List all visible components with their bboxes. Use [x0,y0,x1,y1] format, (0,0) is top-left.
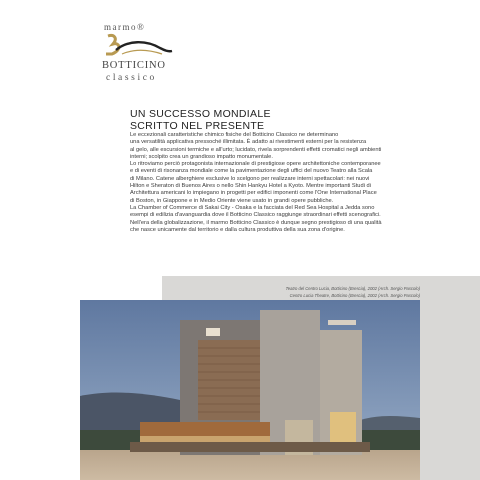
body-line: La Chamber of Commerce di Sakai City - Osaka e la facciata del Red Sea Hospital a Jedda sono [130,204,375,211]
body-line: Architettura americani lo impiegano in progetti per edifici imponenti come l'One International Place [130,190,377,197]
body-text [130,132,430,234]
body-line: esempi di edilizia d'avanguardia dove il Botticino Classico raggiunge straordinari effetti scenografici. [130,212,381,219]
building-photo-illustration [80,300,420,480]
logo-mark-icon [102,32,174,62]
brand-logo [100,22,180,82]
body-line: di Milano. Catene alberghiere esclusive lo scelgono per realizzare interni spettacolari: nei nuovi [130,175,370,182]
body-line: di Boston, in Giappone e in Medio Oriente viene usato in grandi opere pubbliche. [130,197,334,204]
entrance-canopy [140,422,270,436]
body-line: Nell'era della globalizzazione, il marmo Botticino Classico è dunque segno prestigioso di una qualità [130,219,382,226]
caption-line-2: Centro Lucia Theatre, Botticino (Brescia), 2002 (Arch. Sergio Pascolo) [289,292,420,298]
body-line: al gelo, alle escursioni termiche e all'urto; lucidato, rivela sorprendenti effetti cromatici negli ambienti [130,146,382,153]
headline-line-1: UN SUCCESSO MONDIALE [130,108,271,120]
headline [130,108,271,132]
body-line: Hilton e Sheraton di Buenos Aires o nello Shin Hankyu Hotel a Kyoto. Mentre importanti Studi di [130,183,371,190]
logo-classico-text: classico [106,73,157,83]
photo-caption [286,286,420,299]
headline-line-2: SCRITTO NEL PRESENTE [130,120,265,132]
body-line: che nasce unicamente dal territorio e dalla cultura produttiva della sua zona d'origine. [130,226,345,233]
building-photo [80,300,420,480]
body-line: e di eventi di risonanza mondiale come la pavimentazione degli uffici del nuovo Teatro alla Scala [130,168,373,175]
body-line: una versatilità applicativa pressoché illimitata. È adatto ai rivestimenti esterni per la resistenza [130,139,367,146]
body-line: Lo ritroviamo perciò protagonista internazionale di prestigiose opere architettoniche contemporanee [130,161,381,168]
body-line: Le eccezionali caratteristiche chimico fisiche del Botticino Classico ne determinano [130,132,339,138]
caption-line-1: Teatro del Centro Lucia, Botticino (Brescia), 2002 (Arch. Sergio Pascolo) [285,286,420,291]
logo-marmo-text: marmo® [104,22,146,32]
body-line: interni; scolpito crea un grandioso impatto monumentale. [130,153,273,160]
logo-botticino-text: BOTTICINO [102,60,166,71]
